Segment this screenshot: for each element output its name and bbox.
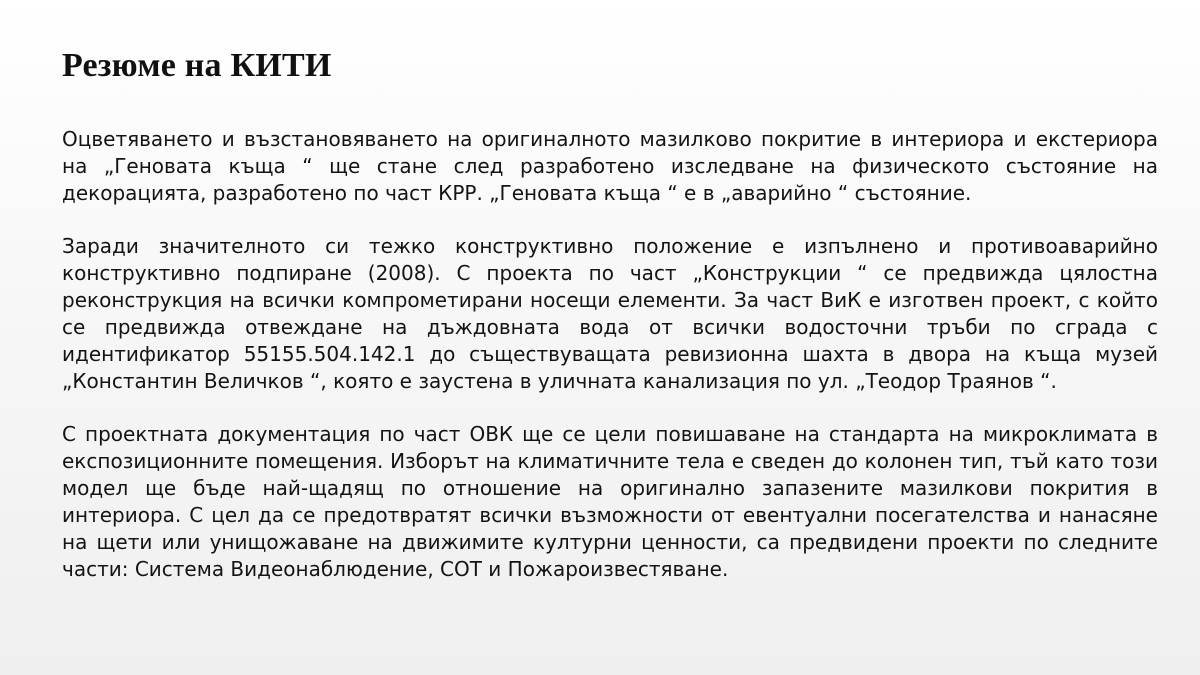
paragraph-restoration: Оцветяването и възстановяването на оригиналното мазилково покритие в интериора и екстериора на „Геновата къща “ ще стане след разработено изследване на физическото състояние на декорацията, разработено по част КРР. „Геновата къща “ е в „аварийно “ състояние. [62,127,1158,205]
slide-body [62,126,1158,609]
paragraph-hvac-security: С проектната документация по част ОВК ще се цели повишаване на стандарта на микроклимата в експозиционните помещения. Изборът на климатичните тела е сведен до колонен тип, тъй като този модел ще бъде най-щадящ по отношение на оригинално запазените мазилкови покрития в интериора. С цел да се предотвратят всички възможности от евентуални посегателства и нанасяне на щети или унищожаване на движимите културни ценности, са предвидени проекти по следните части: Система Видеонаблюдение, СОТ и Пожароизвестяване. [62,422,1158,581]
slide-title: Резюме на КИТИ [62,47,332,84]
paragraph-structure: Заради значителното си тежко конструктивно положение е изпълнено и противоаварийно конструктивно подпиране (2008). С проекта по част „Конструкции “ се предвижда цялостна реконструкция на всички компрометирани носещи елементи. За част ВиК е изготвен проект, с който се предвижда отвеждане на дъждовната вода от всички водосточни тръби по сграда с идентификатор 55155.504.142.1 до съществуващата ревизионна шахта в двора на къща музей „Константин Величков “, която е заустена в уличната канализация по ул. „Теодор Траянов “. [62,234,1158,393]
